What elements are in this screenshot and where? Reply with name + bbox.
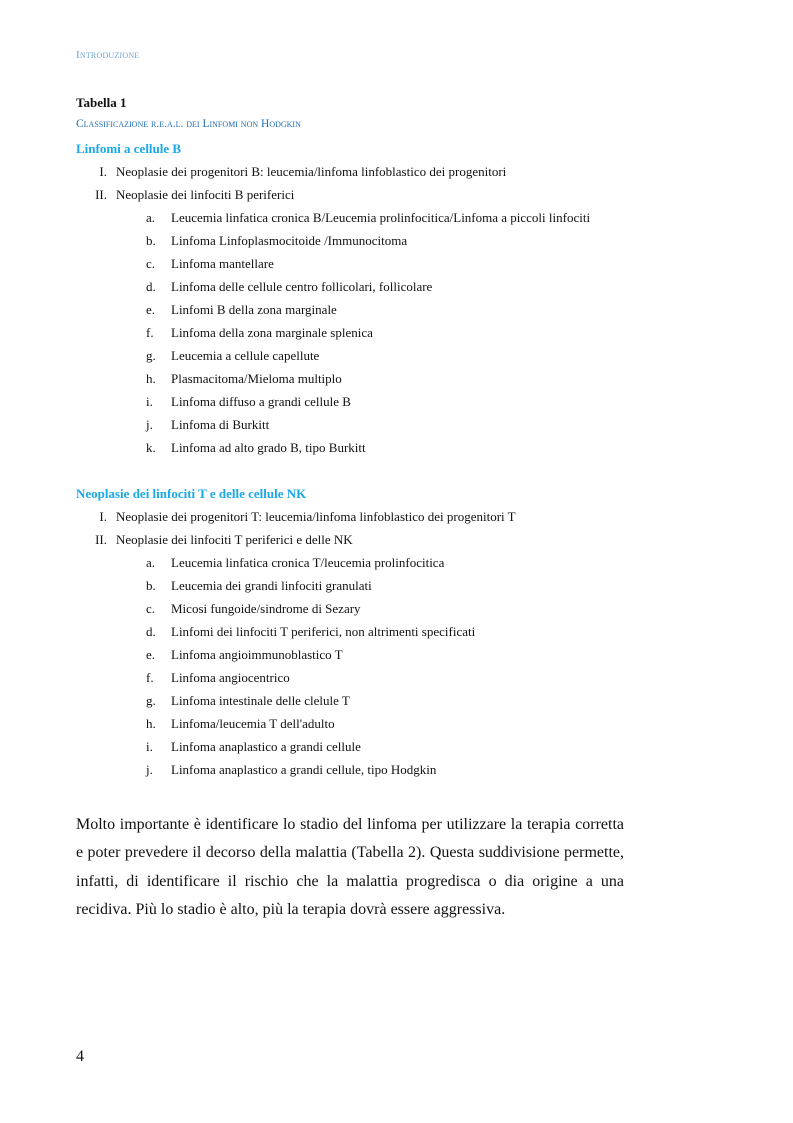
list-item: [146, 670, 290, 686]
list-item-letter: c.: [146, 256, 156, 271]
list-item-roman: [76, 164, 506, 180]
list-item-text: Leucemia linfatica cronica T/leucemia prolinfocitica: [171, 555, 445, 570]
list-item: [146, 601, 361, 617]
list-item-letter: i.: [146, 394, 153, 409]
list-item-letter: h.: [146, 371, 156, 386]
list-item-letter: e.: [146, 647, 156, 662]
list-item: [146, 210, 590, 226]
table-subtitle: Classificazione r.e.a.l. dei Linfomi non Hodgkin: [76, 118, 301, 130]
list-item-text: Linfoma anaplastico a grandi cellule, tipo Hodgkin: [171, 762, 437, 777]
list-item: [146, 555, 444, 571]
list-item-number: II.: [95, 187, 107, 202]
list-item-text: Linfoma ad alto grado B, tipo Burkitt: [171, 440, 366, 455]
list-item-roman: [76, 509, 516, 525]
list-item: [146, 256, 274, 272]
list-item: [146, 762, 436, 778]
list-item-letter: b.: [146, 233, 156, 248]
list-item-text: Linfoma della zona marginale splenica: [171, 325, 373, 340]
paragraph-line: Molto importante è identificare lo stadio del linfoma per utilizzare la terapia corretta: [76, 816, 624, 833]
list-item-text: Neoplasie dei linfociti T periferici e delle NK: [116, 532, 353, 547]
list-item-text: Linfoma/leucemia T dell'adulto: [171, 716, 335, 731]
page-number: 4: [76, 1048, 84, 1065]
list-item: [146, 716, 335, 732]
paragraph-line: e poter prevedere il decorso della malattia (Tabella 2). Questa suddivisione permette,: [76, 844, 624, 862]
list-item-text: Linfoma diffuso a grandi cellule B: [171, 394, 351, 409]
list-item-roman: [76, 532, 353, 548]
table-title: Tabella 1: [76, 95, 127, 110]
list-item-letter: c.: [146, 601, 156, 616]
list-item: [146, 348, 319, 364]
list-item-letter: b.: [146, 578, 156, 593]
list-item: [146, 739, 361, 755]
list-item-text: Linfomi B della zona marginale: [171, 302, 337, 317]
list-item: [146, 624, 475, 640]
list-item: [146, 325, 373, 341]
list-item-letter: f.: [146, 670, 154, 685]
list-item-letter: e.: [146, 302, 156, 317]
list-item: [146, 440, 366, 456]
list-item-letter: i.: [146, 739, 153, 754]
list-item-text: Plasmacitoma/Mieloma multiplo: [171, 371, 342, 386]
list-item: [146, 279, 432, 295]
list-item-letter: g.: [146, 693, 156, 708]
list-item-text: Linfoma di Burkitt: [171, 417, 270, 432]
list-item-text: Linfoma anaplastico a grandi cellule: [171, 739, 361, 754]
list-item-text: Leucemia dei grandi linfociti granulati: [171, 578, 372, 593]
list-item-text: Linfoma delle cellule centro follicolari, follicolare: [171, 279, 433, 294]
list-item-letter: d.: [146, 279, 156, 294]
list-item-text: Neoplasie dei linfociti B periferici: [116, 187, 295, 202]
list-item-letter: j.: [146, 417, 153, 432]
list-item: [146, 693, 350, 709]
list-item: [146, 371, 342, 387]
list-item-text: Neoplasie dei progenitori B: leucemia/linfoma linfoblastico dei progenitori: [116, 164, 507, 179]
list-item-letter: f.: [146, 325, 154, 340]
list-item-text: Leucemia a cellule capellute: [171, 348, 320, 363]
section-heading-t: Neoplasie dei linfociti T e delle cellule NK: [76, 486, 307, 501]
list-item-text: Linfoma Linfoplasmocitoide /Immunocitoma: [171, 233, 408, 248]
list-item: [146, 233, 407, 249]
list-item: [146, 647, 343, 663]
list-item-text: Linfoma angioimmunoblastico T: [171, 647, 343, 662]
list-item-text: Linfoma mantellare: [171, 256, 274, 271]
list-item-text: Linfomi dei linfociti T periferici, non altrimenti specificati: [171, 624, 476, 639]
list-item-number: I.: [99, 509, 107, 524]
section-heading-b: Linfomi a cellule B: [76, 141, 182, 156]
list-item: [146, 394, 351, 410]
list-item: [146, 302, 337, 318]
list-item: [146, 578, 372, 594]
running-head: Introduzione: [76, 49, 140, 61]
list-item-roman: [76, 187, 294, 203]
list-item-number: II.: [95, 532, 107, 547]
list-item: [146, 417, 269, 433]
list-item-letter: h.: [146, 716, 156, 731]
list-item-letter: g.: [146, 348, 156, 363]
paragraph-line: recidiva. Più lo stadio è alto, più la terapia dovrà essere aggressiva.: [76, 900, 506, 918]
list-item-number: I.: [99, 164, 107, 179]
list-item-text: Leucemia linfatica cronica B/Leucemia prolinfocitica/Linfoma a piccoli linfociti: [171, 210, 591, 225]
list-item-text: Linfoma angiocentrico: [171, 670, 290, 685]
list-item-text: Neoplasie dei progenitori T: leucemia/linfoma linfoblastico dei progenitori T: [116, 509, 516, 524]
list-item-text: Micosi fungoide/sindrome di Sezary: [171, 601, 361, 616]
list-item-letter: j.: [146, 762, 153, 777]
list-item-text: Linfoma intestinale delle clelule T: [171, 693, 350, 708]
list-item-letter: d.: [146, 624, 156, 639]
list-item-letter: a.: [146, 210, 156, 225]
list-item-letter: a.: [146, 555, 156, 570]
list-item-letter: k.: [146, 440, 156, 455]
body-paragraph: [76, 811, 624, 924]
paragraph-line: infatti, di identificare il rischio che la malattia progredisca o dia origine a una: [76, 872, 624, 890]
